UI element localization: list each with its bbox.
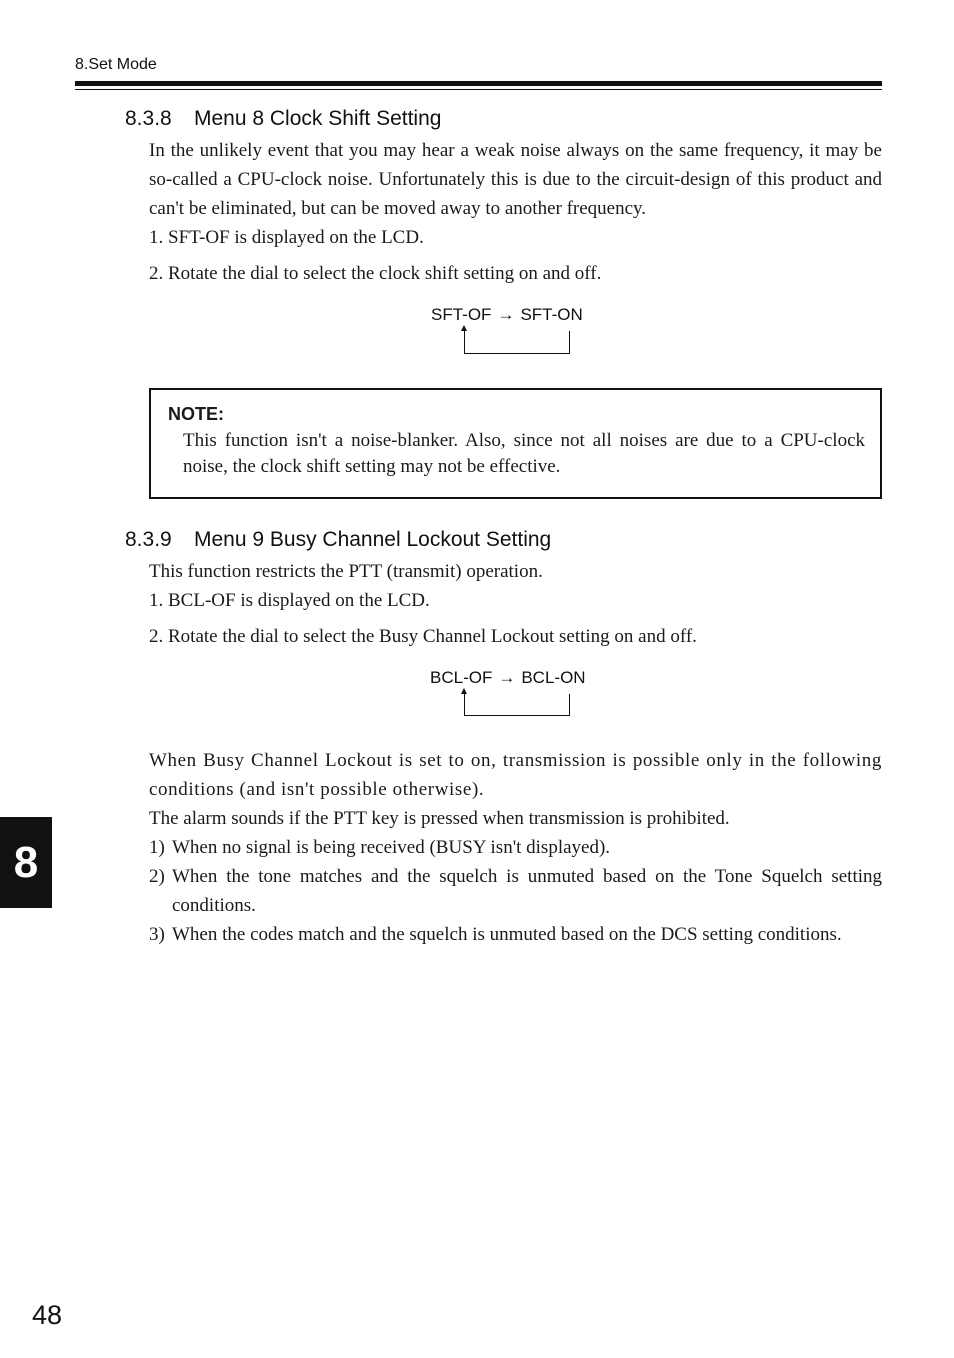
list-marker: 1): [149, 837, 165, 858]
toggle-flow-diagram: [430, 668, 586, 688]
section-heading-839: [125, 528, 551, 552]
page-number: 48: [32, 1300, 63, 1330]
condition-item: [149, 920, 882, 949]
step-1: 1. SFT-OF is displayed on the LCD.: [149, 227, 424, 248]
up-arrow-icon: [461, 688, 467, 694]
note-title: NOTE:: [168, 404, 224, 424]
flow-from-label: BCL-OF: [430, 668, 493, 687]
paragraph: The alarm sounds if the PTT key is pressed when transmission is prohibited.: [149, 808, 730, 829]
step-1: 1. BCL-OF is displayed on the LCD.: [149, 590, 430, 611]
note-box: [149, 388, 882, 499]
condition-item: [149, 833, 882, 862]
paragraph: In the unlikely event that you may hear a weak noise always on the same frequency, it may be so-called a CPU-clock noise. Unfortunately this is due to the circuit-design of this product and can't be eliminated, but can be moved away to another frequency.: [149, 140, 882, 219]
header-rule-thick: [75, 81, 882, 86]
paragraph: When Busy Channel Lockout is set to on, transmission is possible only in the following conditions (and isn't possible otherwise).: [149, 750, 882, 800]
toggle-flow-diagram: [431, 305, 583, 325]
running-header: 8.Set Mode: [75, 56, 157, 73]
step-2: 2. Rotate the dial to select the Busy Channel Lockout setting on and off.: [149, 626, 697, 647]
step-2: 2. Rotate the dial to select the clock shift setting on and off.: [149, 263, 602, 284]
header-rule-thin: [75, 89, 882, 90]
section-839-intro: This function restricts the PTT (transmit) operation.: [149, 561, 543, 582]
list-text: When no signal is being received (BUSY isn't displayed).: [172, 837, 611, 858]
loop-back-line: [464, 331, 570, 354]
flow-to-label: SFT-ON: [520, 305, 583, 324]
right-arrow-icon: →: [498, 668, 516, 687]
loop-back-line: [464, 694, 570, 716]
chapter-tab: 8: [0, 817, 52, 908]
section-838-intro: [149, 136, 882, 223]
up-arrow-icon: [461, 325, 467, 331]
condition-item: [149, 862, 882, 920]
flow-from-label: SFT-OF: [431, 305, 492, 324]
section-title: Menu 8 Clock Shift Setting: [194, 107, 442, 130]
section-title: Menu 9 Busy Channel Lockout Setting: [194, 528, 552, 551]
flow-to-label: BCL-ON: [521, 668, 586, 687]
section-number: 8.3.9: [125, 528, 172, 551]
section-number: 8.3.8: [125, 107, 172, 130]
section-839-body: [149, 746, 882, 833]
list-text: When the codes match and the squelch is unmuted based on the DCS setting conditions.: [172, 924, 842, 945]
section-heading-838: [125, 107, 441, 131]
list-marker: 2): [149, 866, 165, 887]
list-text: When the tone matches and the squelch is unmuted based on the Tone Squelch setting conditions.: [172, 866, 882, 916]
right-arrow-icon: →: [497, 305, 515, 324]
list-marker: 3): [149, 924, 165, 945]
note-text: This function isn't a noise-blanker. Also, since not all noises are due to a CPU-clock noise, the clock shift setting may not be effective.: [183, 430, 865, 477]
